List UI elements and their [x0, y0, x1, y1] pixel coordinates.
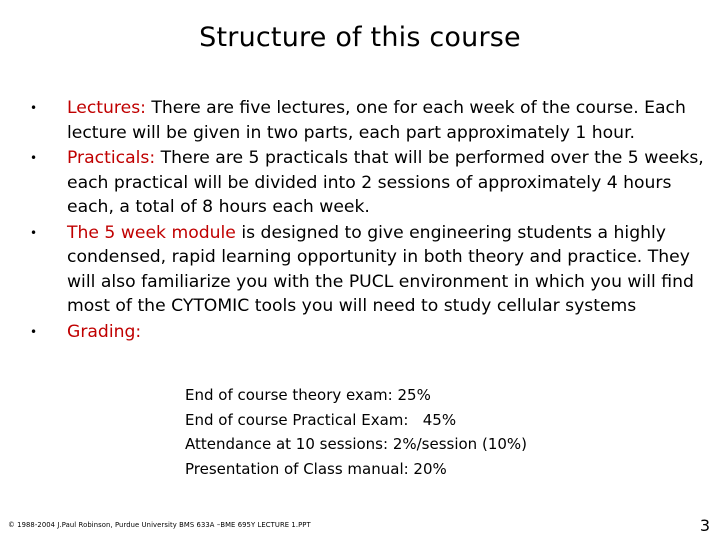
bullet-lead: Practicals:: [67, 148, 156, 168]
bullet-module: [30, 221, 710, 319]
bullet-lectures: [30, 96, 710, 145]
grading-item-theory-exam: End of course theory exam: 25%: [185, 386, 431, 404]
bullet-dot: •: [30, 324, 38, 339]
slide-footer: © 1988-2004 J.Paul Robinson, Purdue University BMS 633A –BME 695Y LECTURE 1.PPT: [8, 521, 311, 529]
grading-breakdown: [185, 383, 527, 481]
bullet-list: [30, 96, 710, 344]
bullet-dot: •: [30, 151, 38, 165]
grading-item-practical-exam: End of course Practical Exam: 45%: [185, 410, 457, 429]
bullet-dot: •: [30, 225, 38, 240]
bullet-text: There are five lectures, one for each week of the course. Each lecture will be given in two parts, each part approximately 1 hour.: [67, 98, 686, 143]
grading-item-attendance: Attendance at 10 sessions: 2%/session (10%): [185, 435, 528, 453]
bullet-text: is designed to give engineering students a highly condensed, rapid learning opportunity in both theory and practice. They will also familiarize you with the PUCL environment in which you will find most of the CYTOMIC tools you will need to study cellular systems: [67, 222, 694, 316]
bullet-practicals: [30, 146, 710, 220]
page-number: 3: [699, 516, 710, 535]
bullet-grading: [30, 320, 710, 345]
grading-item-class-manual: Presentation of Class manual: 20%: [185, 459, 447, 478]
bullet-lead: Grading:: [67, 321, 142, 342]
bullet-lead: Lectures:: [67, 98, 146, 118]
bullet-text: There are 5 practicals that will be performed over the 5 weeks, each practical will be divided into 2 sessions of approximately 4 hours each, a total of 8 hours each week.: [67, 148, 704, 217]
bullet-lead: The 5 week module: [67, 222, 236, 243]
slide-title: Structure of this course: [199, 22, 521, 53]
bullet-dot: •: [30, 101, 38, 115]
